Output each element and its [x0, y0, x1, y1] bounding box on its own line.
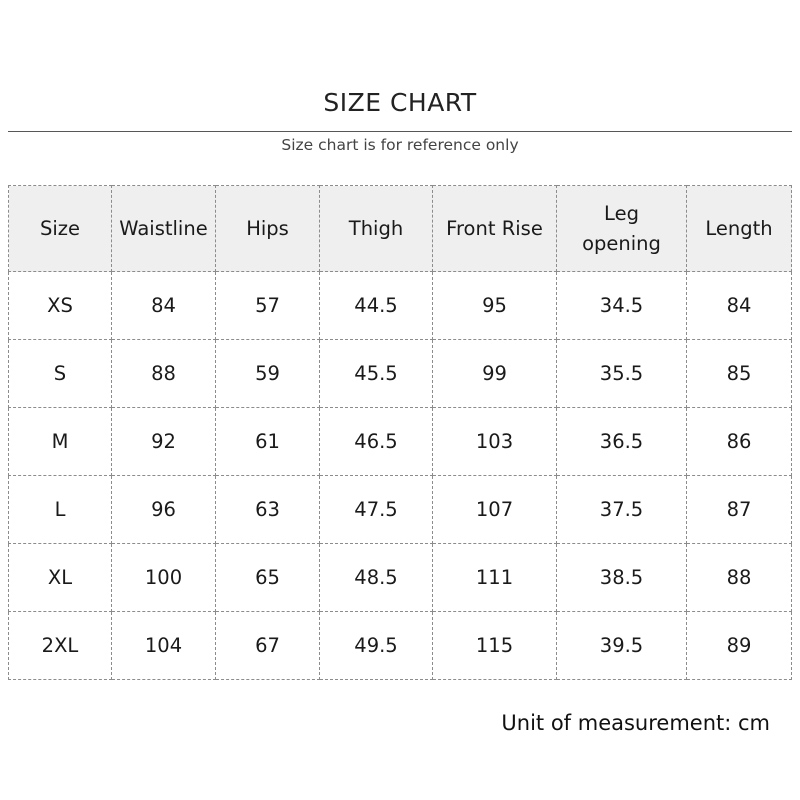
table-row — [9, 340, 792, 408]
size-chart-title: SIZE CHART — [323, 88, 477, 117]
header-cell-waistline: Waistline — [112, 186, 216, 272]
header-cell-size: Size — [9, 186, 112, 272]
cell-front-rise: 95 — [433, 272, 557, 340]
table-row — [9, 612, 792, 680]
header-row — [9, 186, 792, 272]
cell-size: 2XL — [9, 612, 112, 680]
cell-front-rise: 107 — [433, 476, 557, 544]
table-body — [9, 272, 792, 680]
cell-length: 89 — [687, 612, 792, 680]
cell-hips: 63 — [216, 476, 320, 544]
unit-note: Unit of measurement: cm — [501, 711, 770, 735]
cell-hips: 57 — [216, 272, 320, 340]
cell-size: M — [9, 408, 112, 476]
cell-size: XS — [9, 272, 112, 340]
cell-front-rise: 103 — [433, 408, 557, 476]
cell-leg-opening: 35.5 — [557, 340, 687, 408]
table-header — [9, 186, 792, 272]
cell-thigh: 44.5 — [320, 272, 433, 340]
cell-size: XL — [9, 544, 112, 612]
cell-front-rise: 111 — [433, 544, 557, 612]
cell-waistline: 88 — [112, 340, 216, 408]
cell-hips: 65 — [216, 544, 320, 612]
cell-length: 84 — [687, 272, 792, 340]
cell-thigh: 46.5 — [320, 408, 433, 476]
cell-hips: 59 — [216, 340, 320, 408]
header-cell-thigh: Thigh — [320, 186, 433, 272]
cell-waistline: 84 — [112, 272, 216, 340]
cell-thigh: 47.5 — [320, 476, 433, 544]
header-cell-hips: Hips — [216, 186, 320, 272]
header-cell-leg-opening — [557, 186, 687, 272]
cell-length: 85 — [687, 340, 792, 408]
table-row — [9, 408, 792, 476]
size-chart-subtitle: Size chart is for reference only — [281, 136, 519, 154]
size-table — [8, 185, 792, 680]
header-label-leg-opening: Leg opening — [582, 201, 661, 255]
cell-waistline: 100 — [112, 544, 216, 612]
cell-waistline: 96 — [112, 476, 216, 544]
cell-length: 87 — [687, 476, 792, 544]
cell-leg-opening: 39.5 — [557, 612, 687, 680]
cell-leg-opening: 37.5 — [557, 476, 687, 544]
cell-hips: 67 — [216, 612, 320, 680]
cell-size: L — [9, 476, 112, 544]
cell-front-rise: 99 — [433, 340, 557, 408]
cell-length: 88 — [687, 544, 792, 612]
cell-length: 86 — [687, 408, 792, 476]
cell-hips: 61 — [216, 408, 320, 476]
cell-leg-opening: 38.5 — [557, 544, 687, 612]
cell-leg-opening: 36.5 — [557, 408, 687, 476]
table-row — [9, 544, 792, 612]
cell-size: S — [9, 340, 112, 408]
header-cell-length: Length — [687, 186, 792, 272]
cell-thigh: 49.5 — [320, 612, 433, 680]
cell-thigh: 48.5 — [320, 544, 433, 612]
cell-leg-opening: 34.5 — [557, 272, 687, 340]
table-row — [9, 476, 792, 544]
cell-waistline: 92 — [112, 408, 216, 476]
header-cell-front-rise: Front Rise — [433, 186, 557, 272]
cell-front-rise: 115 — [433, 612, 557, 680]
title-divider — [8, 131, 792, 132]
cell-thigh: 45.5 — [320, 340, 433, 408]
table-row — [9, 272, 792, 340]
cell-waistline: 104 — [112, 612, 216, 680]
